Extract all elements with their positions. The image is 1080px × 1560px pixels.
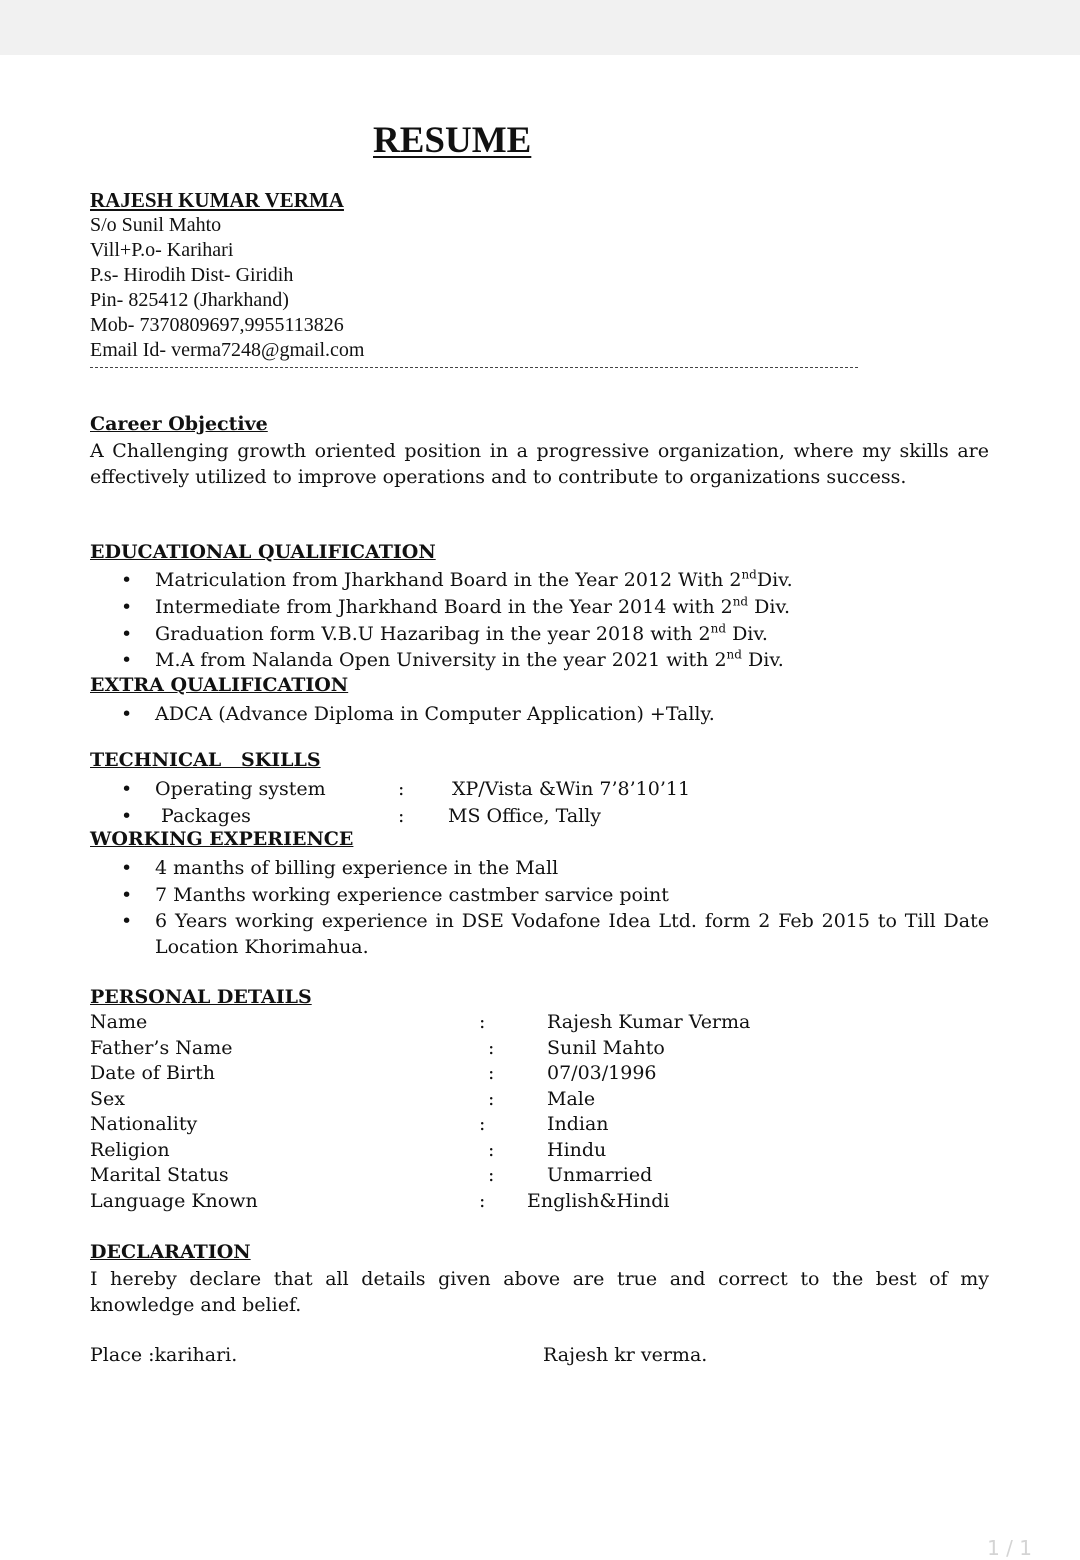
skill-value: MS Office, Tally xyxy=(448,805,602,827)
personal-row: Nationality : Indian xyxy=(90,1113,609,1135)
personal-row: Sex : Male xyxy=(90,1088,596,1110)
personal-label: Date of Birth xyxy=(90,1062,215,1084)
resume-page: RESUME RAJESH KUMAR VERMA S/o Sunil Mahto Vill+P.o- Karihari P.s- Hirodih Dist- Giridih Pin- 825412 (Jharkhand) Mob- 7370809697,9955113826 Email Id- verma7248@gmail.com Career Objective A Challenging growth oriented position in a progressive organization, where my skills are effectively utilized to improve operations and to contribute to organizations success. EDUCATIONAL QUALIFICATION • Matriculation from Jharkhand Board in the Year 2012 With 2ndDiv. • Intermediate from Jharkhand Board in the Year 2014 with 2nd Div. • Graduation form V.B.U Hazaribag in the year 2018 with 2nd Div. • M.A from Nalanda Open University in the year 2021 with 2nd Div. EXTRA QUALIFICATION • ADCA (Advance Diploma in Computer Application) +Tally. TECHNICAL SKILLS • Operating system : XP/Vista &Win 7’8’10’11 • Packages : MS Office, Tally WORKING EXPERIENCE • 4 manths of billing experience in the Mall • 7 Manths working experience castmber sarvice point • 6 Years working experience in DSE Vodafone Idea Ltd. form 2 Feb 2015 to Till Date Location Khorimahua. PERSONAL DETAILS Name : Rajesh Kumar Verma Father’s Name : Sunil Mahto Date of Birth : 07/03/1996 Sex : Male Nationality : Indian Religion : Hindu Marital Status : Unmarried Language Known : English&Hindi DECLARATION I hereby declare that all details given above are true and correct to the best of my knowledge and belief. Place :karihari. Rajesh kr verma. 1 / 1 xyxy=(0,55,1080,1556)
personal-row: Name : Rajesh Kumar Verma xyxy=(90,1011,751,1033)
bullet-icon: • xyxy=(121,649,133,671)
resume-title: RESUME xyxy=(373,120,532,161)
personal-label: Religion xyxy=(90,1139,170,1161)
personal-label: Sex xyxy=(90,1088,125,1110)
personal-row: Language Known : English&Hindi xyxy=(90,1190,670,1212)
personal-value: 07/03/1996 xyxy=(547,1062,657,1084)
signature-text: Rajesh kr verma. xyxy=(543,1344,708,1366)
personal-value: English&Hindi xyxy=(527,1190,670,1212)
divider-line xyxy=(90,367,858,368)
personal-label: Father’s Name xyxy=(90,1037,233,1059)
extra-qualification-heading: EXTRA QUALIFICATION xyxy=(90,674,349,696)
bullet-icon: • xyxy=(121,569,133,591)
bullet-icon: • xyxy=(121,910,133,932)
police-district-line: P.s- Hirodih Dist- Giridih xyxy=(90,264,294,286)
personal-label: Name xyxy=(90,1011,148,1033)
pin-line: Pin- 825412 (Jharkhand) xyxy=(90,289,289,311)
bullet-icon: • xyxy=(121,884,133,906)
career-objective-heading: Career Objective xyxy=(90,413,268,435)
viewer-toolbar xyxy=(0,0,1080,55)
personal-value: Unmarried xyxy=(547,1164,653,1186)
bullet-icon: • xyxy=(121,857,133,879)
email-line: Email Id- verma7248@gmail.com xyxy=(90,339,365,361)
page-indicator: 1 / 1 xyxy=(987,1536,1032,1560)
personal-value: Sunil Mahto xyxy=(547,1037,665,1059)
village-line: Vill+P.o- Karihari xyxy=(90,239,234,261)
personal-row: Date of Birth : 07/03/1996 xyxy=(90,1062,657,1084)
declaration-heading: DECLARATION xyxy=(90,1241,251,1263)
bullet-icon: • xyxy=(121,596,133,618)
candidate-name: RAJESH KUMAR VERMA xyxy=(90,188,344,212)
mobile-line: Mob- 7370809697,9955113826 xyxy=(90,314,344,336)
declaration-text: I hereby declare that all details given above are true and correct to the best of my knowledge and belief. xyxy=(90,1268,989,1316)
personal-value: Hindu xyxy=(547,1139,607,1161)
personal-row: Father’s Name : Sunil Mahto xyxy=(90,1037,665,1059)
skill-value: XP/Vista &Win 7’8’10’11 xyxy=(452,778,691,800)
father-line: S/o Sunil Mahto xyxy=(90,214,222,236)
personal-value: Rajesh Kumar Verma xyxy=(547,1011,751,1033)
career-objective-text: A Challenging growth oriented position in a progressive organization, where my skills are effectively utilized to improve operations and to contribute to organizations success. xyxy=(90,440,989,488)
bullet-icon: • xyxy=(121,778,133,800)
personal-row: Marital Status : Unmarried xyxy=(90,1164,653,1186)
personal-label: Language Known xyxy=(90,1190,258,1212)
personal-label: Nationality xyxy=(90,1113,198,1135)
skill-label: Packages xyxy=(155,805,251,827)
personal-value: Indian xyxy=(547,1113,609,1135)
bullet-icon: • xyxy=(121,623,133,645)
personal-label: Marital Status xyxy=(90,1164,229,1186)
skill-label: Operating system xyxy=(155,778,326,800)
personal-details-heading: PERSONAL DETAILS xyxy=(90,986,312,1008)
technical-skills-heading: TECHNICAL SKILLS xyxy=(90,749,321,771)
personal-row: Religion : Hindu xyxy=(90,1139,607,1161)
personal-value: Male xyxy=(547,1088,596,1110)
bullet-icon: • xyxy=(121,805,133,827)
education-heading: EDUCATIONAL QUALIFICATION xyxy=(90,541,436,563)
bullet-icon: • xyxy=(121,703,133,725)
place-text: Place :karihari. xyxy=(90,1344,238,1366)
working-experience-heading: WORKING EXPERIENCE xyxy=(90,828,354,850)
